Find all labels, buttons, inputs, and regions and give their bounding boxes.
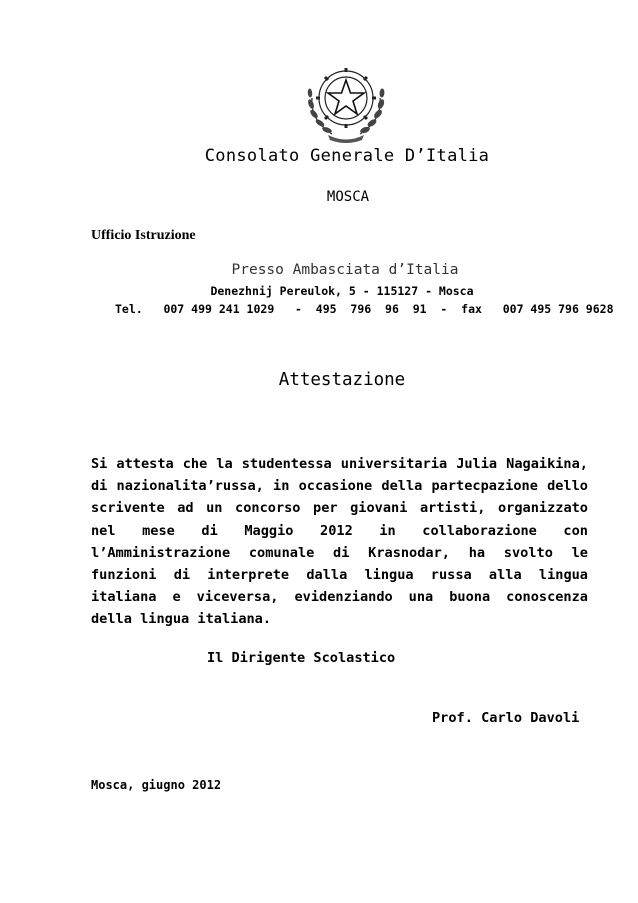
city-name: MOSCA <box>326 189 370 205</box>
signatory-name: Prof. Carlo Davoli <box>432 710 580 726</box>
document-title: Attestazione <box>278 370 406 390</box>
contacts-line: Tel. 007 499 241 1029 - 495 796 96 91 - fax 007 495 796 9628 <box>115 302 614 316</box>
embassy-line: Presso Ambasciata d’Italia <box>231 262 459 278</box>
attestation-body: Si attesta che la studentessa universitaria Julia Nagaikina, di nazionalita’russa, in occasione della partecpazione dello scrivente ad un concorso per giovani artisti, organizzato nel mese di Maggio 2012 in collaborazione con l’Amministrazione comunale di Krasnodar, ha svolto le funzioni di interprete dalla lingua russa alla lingua italiana e viceversa, evidenziando una buona conoscenza della lingua italiana. <box>91 456 588 628</box>
consulate-name: Consolato Generale D’Italia <box>204 146 490 166</box>
italian-republic-emblem-icon <box>302 58 390 144</box>
signatory-role: Il Dirigente Scolastico <box>207 650 396 666</box>
place-date: Mosca, giugno 2012 <box>91 778 222 792</box>
address-line: Denezhnij Pereulok, 5 - 115127 - Mosca <box>210 284 474 298</box>
office-name: Ufficio Istruzione <box>91 228 196 243</box>
